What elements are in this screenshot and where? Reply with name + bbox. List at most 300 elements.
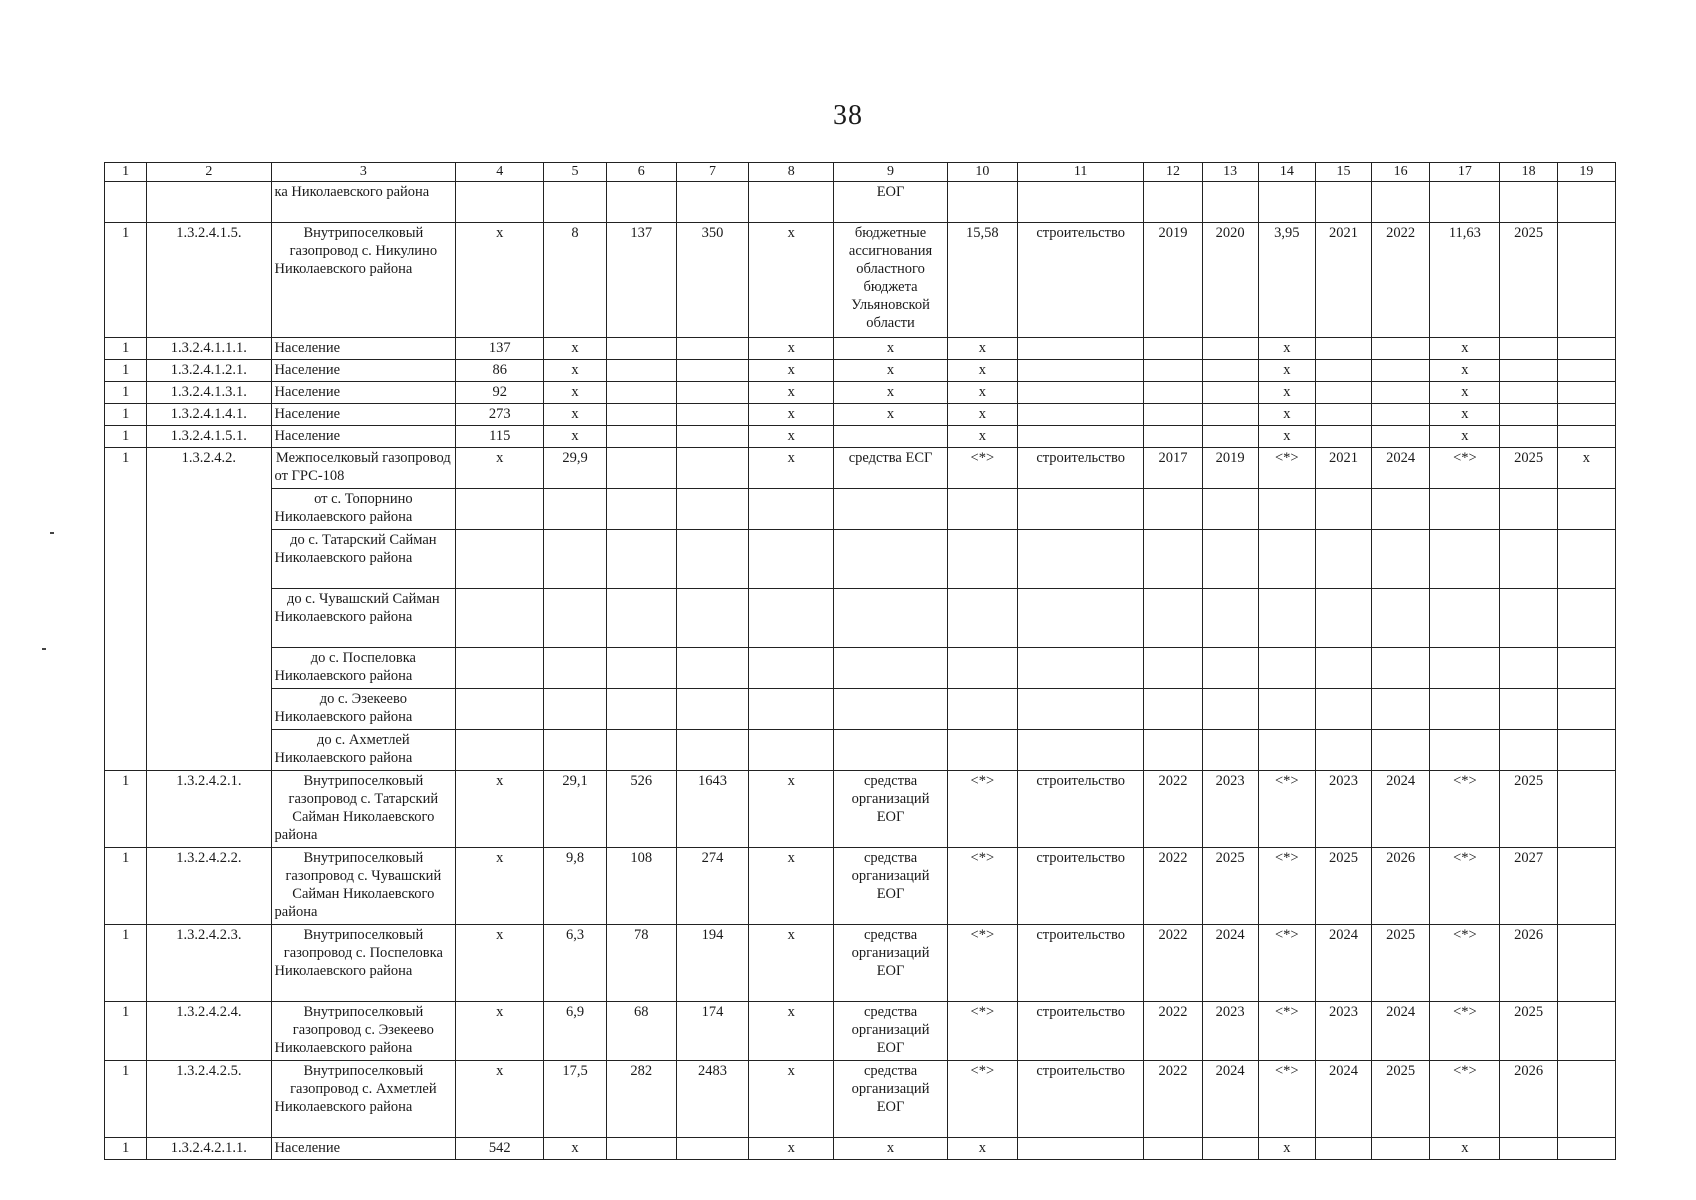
segment-empty-cell: [544, 530, 606, 589]
cell-col-7: [676, 404, 748, 426]
segment-empty-cell: [1017, 489, 1143, 530]
cell-col-16: [1372, 360, 1430, 382]
cell-col-1: 1: [105, 426, 147, 448]
column-number-10: 10: [947, 163, 1017, 182]
cell-col-3: Внутрипоселковый газопровод с. Татарский Сайман Николаевского района: [271, 771, 456, 848]
segment-empty-cell: [1315, 648, 1371, 689]
segment-empty-cell: [1315, 689, 1371, 730]
column-number-11: 11: [1017, 163, 1143, 182]
table-row: [105, 404, 1616, 426]
segment-empty-cell: [1372, 730, 1430, 771]
cell-col-12: 2022: [1144, 1061, 1202, 1138]
table-row: [105, 1138, 1616, 1160]
cell-col-3: ка Николаевского района: [271, 182, 456, 223]
cell-col-11: [1017, 382, 1143, 404]
segment-empty-cell: [456, 530, 544, 589]
cell-col-13: [1202, 382, 1258, 404]
cell-col-10: [947, 182, 1017, 223]
cell-col-16: [1372, 426, 1430, 448]
segment-empty-cell: [749, 689, 834, 730]
cell-col-12: [1144, 426, 1202, 448]
segment-empty-cell: [1500, 689, 1557, 730]
cell-col-17: х: [1430, 1138, 1500, 1160]
segment-empty-cell: [1372, 589, 1430, 648]
page-number: 38: [833, 100, 863, 131]
column-number-3: 3: [271, 163, 456, 182]
column-number-18: 18: [1500, 163, 1557, 182]
segment-empty-cell: [1017, 530, 1143, 589]
cell-col-17: <*>: [1430, 1061, 1500, 1138]
column-number-15: 15: [1315, 163, 1371, 182]
cell-col-6: [606, 1138, 676, 1160]
cell-col-13: 2024: [1202, 925, 1258, 1002]
table-row: [105, 925, 1616, 1002]
cell-col-10: <*>: [947, 1061, 1017, 1138]
cell-col-8: х: [749, 360, 834, 382]
segment-empty-cell: [1500, 730, 1557, 771]
cell-col-15: [1315, 426, 1371, 448]
cell-col-16: [1372, 1138, 1430, 1160]
cell-col-14: х: [1258, 1138, 1315, 1160]
segment-empty-cell: [1144, 730, 1202, 771]
cell-col-3: Внутрипоселковый газопровод с. Эзекеево Николаевского района: [271, 1002, 456, 1061]
segment-empty-cell: [1372, 689, 1430, 730]
cell-col-17: 11,63: [1430, 223, 1500, 338]
cell-col-10: х: [947, 360, 1017, 382]
cell-col-11: строительство: [1017, 771, 1143, 848]
cell-col-1: 1: [105, 223, 147, 338]
cell-col-9: х: [834, 1138, 947, 1160]
column-number-8: 8: [749, 163, 834, 182]
cell-col-13: [1202, 404, 1258, 426]
cell-col-12: 2022: [1144, 925, 1202, 1002]
cell-col-10: <*>: [947, 848, 1017, 925]
cell-col-9: бюджетные ассигнования областного бюджета Ульяновской области: [834, 223, 947, 338]
segment-empty-cell: [1315, 489, 1371, 530]
table-body: [105, 163, 1616, 1160]
cell-col-6: 108: [606, 848, 676, 925]
segment-empty-cell: [456, 689, 544, 730]
cell-col-18: 2027: [1500, 848, 1557, 925]
column-number-row: [105, 163, 1616, 182]
segment-empty-cell: [947, 648, 1017, 689]
segment-row: [105, 489, 1616, 530]
cell-col-9: средства организаций ЕОГ: [834, 771, 947, 848]
cell-col-5: 6,3: [544, 925, 606, 1002]
cell-col-14: 3,95: [1258, 223, 1315, 338]
segment-empty-cell: [1017, 648, 1143, 689]
cell-col-14: х: [1258, 426, 1315, 448]
cell-col-10: х: [947, 338, 1017, 360]
cell-col-14: х: [1258, 404, 1315, 426]
cell-col-6: 78: [606, 925, 676, 1002]
cell-col-17: <*>: [1430, 848, 1500, 925]
cell-col-15: 2023: [1315, 1002, 1371, 1061]
cell-col-18: 2026: [1500, 925, 1557, 1002]
cell-col-18: [1500, 1138, 1557, 1160]
cell-col-13: [1202, 1138, 1258, 1160]
cell-col-19: [1557, 404, 1615, 426]
group-cell-col-9: средства ЕСГ: [834, 448, 947, 489]
cell-col-19: [1557, 426, 1615, 448]
cell-col-7: [676, 338, 748, 360]
segment-empty-cell: [834, 489, 947, 530]
cell-col-9: х: [834, 382, 947, 404]
cell-col-9: [834, 426, 947, 448]
cell-col-11: строительство: [1017, 1002, 1143, 1061]
cell-col-11: [1017, 426, 1143, 448]
cell-col-3: Внутрипоселковый газопровод с. Ахметлей Николаевского района: [271, 1061, 456, 1138]
cell-col-1: 1: [105, 338, 147, 360]
segment-empty-cell: [676, 730, 748, 771]
segment-empty-cell: [749, 730, 834, 771]
cell-col-1: 1: [105, 360, 147, 382]
cell-col-2: 1.3.2.4.2.1.: [147, 771, 271, 848]
group-cell-col-6: [606, 448, 676, 489]
cell-col-17: <*>: [1430, 771, 1500, 848]
cell-col-17: х: [1430, 360, 1500, 382]
segment-empty-cell: [834, 589, 947, 648]
cell-col-9: ЕОГ: [834, 182, 947, 223]
cell-col-8: х: [749, 338, 834, 360]
segment-label: до с. Эзекеево Николаевского района: [271, 689, 456, 730]
segment-empty-cell: [749, 530, 834, 589]
segment-empty-cell: [1144, 648, 1202, 689]
group-cell-col-7: [676, 448, 748, 489]
cell-col-17: <*>: [1430, 925, 1500, 1002]
cell-col-17: х: [1430, 338, 1500, 360]
table-row: [105, 223, 1616, 338]
cell-col-9: х: [834, 338, 947, 360]
cell-col-19: [1557, 1002, 1615, 1061]
segment-row: [105, 648, 1616, 689]
segment-empty-cell: [1500, 589, 1557, 648]
cell-col-16: [1372, 404, 1430, 426]
cell-col-1: 1: [105, 1138, 147, 1160]
cell-col-5: 6,9: [544, 1002, 606, 1061]
cell-col-14: [1258, 182, 1315, 223]
cell-col-18: 2025: [1500, 223, 1557, 338]
segment-empty-cell: [1372, 489, 1430, 530]
cell-col-1: [105, 182, 147, 223]
cell-col-1: 1: [105, 382, 147, 404]
cell-col-9: х: [834, 360, 947, 382]
segment-empty-cell: [834, 648, 947, 689]
segment-empty-cell: [1258, 530, 1315, 589]
cell-col-3: Население: [271, 338, 456, 360]
segment-empty-cell: [1430, 730, 1500, 771]
cell-col-10: х: [947, 404, 1017, 426]
column-number-19: 19: [1557, 163, 1615, 182]
cell-col-17: [1430, 182, 1500, 223]
segment-empty-cell: [1430, 530, 1500, 589]
cell-col-8: [749, 182, 834, 223]
cell-col-14: <*>: [1258, 1002, 1315, 1061]
cell-col-4: 115: [456, 426, 544, 448]
cell-col-4: х: [456, 1061, 544, 1138]
cell-col-2: 1.3.2.4.1.2.1.: [147, 360, 271, 382]
cell-col-7: [676, 182, 748, 223]
cell-col-4: 542: [456, 1138, 544, 1160]
segment-empty-cell: [1557, 730, 1615, 771]
segment-empty-cell: [1202, 648, 1258, 689]
segment-label: от с. Топорнино Николаевского района: [271, 489, 456, 530]
cell-col-5: 29,1: [544, 771, 606, 848]
cell-col-6: 282: [606, 1061, 676, 1138]
cell-col-3: Население: [271, 360, 456, 382]
cell-col-18: [1500, 426, 1557, 448]
cell-col-16: 2024: [1372, 771, 1430, 848]
cell-col-2: 1.3.2.4.1.4.1.: [147, 404, 271, 426]
cell-col-6: [606, 360, 676, 382]
cell-col-13: [1202, 182, 1258, 223]
group-cell-col-12: 2017: [1144, 448, 1202, 489]
column-number-7: 7: [676, 163, 748, 182]
segment-empty-cell: [1372, 530, 1430, 589]
cell-col-17: <*>: [1430, 1002, 1500, 1061]
cell-col-7: [676, 382, 748, 404]
segment-empty-cell: [456, 589, 544, 648]
cell-col-15: 2024: [1315, 925, 1371, 1002]
table-row: [105, 848, 1616, 925]
cell-col-13: 2025: [1202, 848, 1258, 925]
cell-col-5: 8: [544, 223, 606, 338]
cell-col-12: 2022: [1144, 848, 1202, 925]
column-number-4: 4: [456, 163, 544, 182]
cell-col-11: [1017, 1138, 1143, 1160]
segment-empty-cell: [1017, 589, 1143, 648]
column-number-13: 13: [1202, 163, 1258, 182]
segment-empty-cell: [947, 530, 1017, 589]
segment-empty-cell: [1430, 689, 1500, 730]
cell-col-13: [1202, 360, 1258, 382]
cell-col-13: 2023: [1202, 1002, 1258, 1061]
segment-empty-cell: [1500, 530, 1557, 589]
cell-col-12: [1144, 404, 1202, 426]
cell-col-11: [1017, 338, 1143, 360]
cell-col-8: х: [749, 1061, 834, 1138]
cell-col-9: средства организаций ЕОГ: [834, 1061, 947, 1138]
group-cell-col-17: <*>: [1430, 448, 1500, 489]
table-row: [105, 182, 1616, 223]
cell-col-1: 1: [105, 848, 147, 925]
segment-empty-cell: [1315, 530, 1371, 589]
cell-col-7: 174: [676, 1002, 748, 1061]
cell-col-3: Население: [271, 382, 456, 404]
segment-empty-cell: [1557, 648, 1615, 689]
segment-empty-cell: [834, 530, 947, 589]
cell-col-12: [1144, 360, 1202, 382]
segment-empty-cell: [676, 648, 748, 689]
segment-empty-cell: [1258, 689, 1315, 730]
table-row: [105, 426, 1616, 448]
column-number-1: 1: [105, 163, 147, 182]
segment-empty-cell: [606, 730, 676, 771]
cell-col-7: [676, 1138, 748, 1160]
cell-col-2: 1.3.2.4.2.4.: [147, 1002, 271, 1061]
segment-empty-cell: [1144, 489, 1202, 530]
cell-col-18: [1500, 404, 1557, 426]
table-row: [105, 771, 1616, 848]
investment-table: [104, 162, 1616, 1160]
cell-col-13: 2023: [1202, 771, 1258, 848]
cell-col-3: Внутрипоселковый газопровод с. Чувашский Сайман Николаевского района: [271, 848, 456, 925]
group-cell-col-1: 1: [105, 448, 147, 771]
cell-col-10: 15,58: [947, 223, 1017, 338]
cell-col-10: х: [947, 382, 1017, 404]
group-cell-col-14: <*>: [1258, 448, 1315, 489]
cell-col-13: 2024: [1202, 1061, 1258, 1138]
cell-col-10: х: [947, 426, 1017, 448]
segment-empty-cell: [676, 689, 748, 730]
cell-col-18: 2025: [1500, 771, 1557, 848]
cell-col-1: 1: [105, 1061, 147, 1138]
segment-empty-cell: [1258, 730, 1315, 771]
column-number-16: 16: [1372, 163, 1430, 182]
segment-empty-cell: [544, 730, 606, 771]
cell-col-4: х: [456, 848, 544, 925]
group-cell-col-16: 2024: [1372, 448, 1430, 489]
segment-empty-cell: [1202, 689, 1258, 730]
cell-col-8: х: [749, 1138, 834, 1160]
cell-col-12: [1144, 182, 1202, 223]
segment-empty-cell: [1202, 530, 1258, 589]
segment-empty-cell: [1500, 489, 1557, 530]
cell-col-10: х: [947, 1138, 1017, 1160]
cell-col-12: 2019: [1144, 223, 1202, 338]
segment-empty-cell: [544, 648, 606, 689]
cell-col-15: 2023: [1315, 771, 1371, 848]
cell-col-15: [1315, 182, 1371, 223]
cell-col-5: х: [544, 404, 606, 426]
segment-empty-cell: [1315, 589, 1371, 648]
segment-empty-cell: [1557, 589, 1615, 648]
segment-empty-cell: [1144, 689, 1202, 730]
segment-empty-cell: [1430, 589, 1500, 648]
segment-empty-cell: [834, 730, 947, 771]
cell-col-5: х: [544, 426, 606, 448]
segment-empty-cell: [606, 530, 676, 589]
cell-col-8: х: [749, 223, 834, 338]
segment-empty-cell: [1258, 489, 1315, 530]
column-number-14: 14: [1258, 163, 1315, 182]
segment-empty-cell: [606, 489, 676, 530]
table-row: [105, 360, 1616, 382]
group-cell-col-10: <*>: [947, 448, 1017, 489]
cell-col-7: 350: [676, 223, 748, 338]
segment-empty-cell: [456, 730, 544, 771]
cell-col-19: [1557, 848, 1615, 925]
cell-col-16: 2025: [1372, 925, 1430, 1002]
cell-col-4: 92: [456, 382, 544, 404]
column-number-5: 5: [544, 163, 606, 182]
cell-col-17: х: [1430, 404, 1500, 426]
cell-col-5: 9,8: [544, 848, 606, 925]
column-number-12: 12: [1144, 163, 1202, 182]
segment-empty-cell: [1557, 689, 1615, 730]
cell-col-12: [1144, 382, 1202, 404]
cell-col-16: 2026: [1372, 848, 1430, 925]
cell-col-2: 1.3.2.4.2.5.: [147, 1061, 271, 1138]
segment-empty-cell: [749, 489, 834, 530]
cell-col-11: строительство: [1017, 848, 1143, 925]
segment-row: [105, 589, 1616, 648]
group-cell-col-2: 1.3.2.4.2.: [147, 448, 271, 771]
cell-col-3: Население: [271, 1138, 456, 1160]
group-cell-col-19: х: [1557, 448, 1615, 489]
cell-col-19: [1557, 360, 1615, 382]
segment-empty-cell: [544, 589, 606, 648]
cell-col-15: [1315, 382, 1371, 404]
cell-col-4: х: [456, 771, 544, 848]
group-cell-col-15: 2021: [1315, 448, 1371, 489]
segment-empty-cell: [1557, 489, 1615, 530]
cell-col-5: [544, 182, 606, 223]
cell-col-6: [606, 382, 676, 404]
cell-col-7: 274: [676, 848, 748, 925]
cell-col-2: 1.3.2.4.2.1.1.: [147, 1138, 271, 1160]
cell-col-4: х: [456, 223, 544, 338]
segment-empty-cell: [606, 589, 676, 648]
cell-col-5: 17,5: [544, 1061, 606, 1138]
cell-col-13: [1202, 338, 1258, 360]
cell-col-1: 1: [105, 404, 147, 426]
cell-col-15: 2021: [1315, 223, 1371, 338]
cell-col-7: 194: [676, 925, 748, 1002]
cell-col-4: 273: [456, 404, 544, 426]
cell-col-6: [606, 338, 676, 360]
cell-col-19: [1557, 182, 1615, 223]
cell-col-18: 2025: [1500, 1002, 1557, 1061]
cell-col-7: 1643: [676, 771, 748, 848]
group-cell-col-8: х: [749, 448, 834, 489]
segment-row: [105, 530, 1616, 589]
cell-col-16: [1372, 382, 1430, 404]
cell-col-6: 137: [606, 223, 676, 338]
cell-col-6: [606, 182, 676, 223]
segment-empty-cell: [1017, 689, 1143, 730]
cell-col-1: 1: [105, 925, 147, 1002]
group-cell-col-11: строительство: [1017, 448, 1143, 489]
cell-col-9: средства организаций ЕОГ: [834, 848, 947, 925]
cell-col-4: 86: [456, 360, 544, 382]
cell-col-16: 2022: [1372, 223, 1430, 338]
table-row: [105, 1002, 1616, 1061]
cell-col-16: [1372, 338, 1430, 360]
cell-col-19: [1557, 338, 1615, 360]
cell-col-12: [1144, 338, 1202, 360]
segment-label: до с. Ахметлей Николаевского района: [271, 730, 456, 771]
segment-empty-cell: [947, 489, 1017, 530]
group-cell-col-18: 2025: [1500, 448, 1557, 489]
cell-col-6: 526: [606, 771, 676, 848]
segment-empty-cell: [1372, 648, 1430, 689]
segment-empty-cell: [676, 589, 748, 648]
cell-col-19: [1557, 925, 1615, 1002]
cell-col-10: <*>: [947, 771, 1017, 848]
segment-empty-cell: [1202, 730, 1258, 771]
cell-col-12: 2022: [1144, 771, 1202, 848]
cell-col-14: <*>: [1258, 771, 1315, 848]
cell-col-6: [606, 404, 676, 426]
cell-col-2: 1.3.2.4.2.2.: [147, 848, 271, 925]
segment-label: до с. Поспеловка Николаевского района: [271, 648, 456, 689]
cell-col-9: средства организаций ЕОГ: [834, 925, 947, 1002]
column-number-6: 6: [606, 163, 676, 182]
segment-empty-cell: [749, 589, 834, 648]
cell-col-4: 137: [456, 338, 544, 360]
cell-col-15: [1315, 404, 1371, 426]
